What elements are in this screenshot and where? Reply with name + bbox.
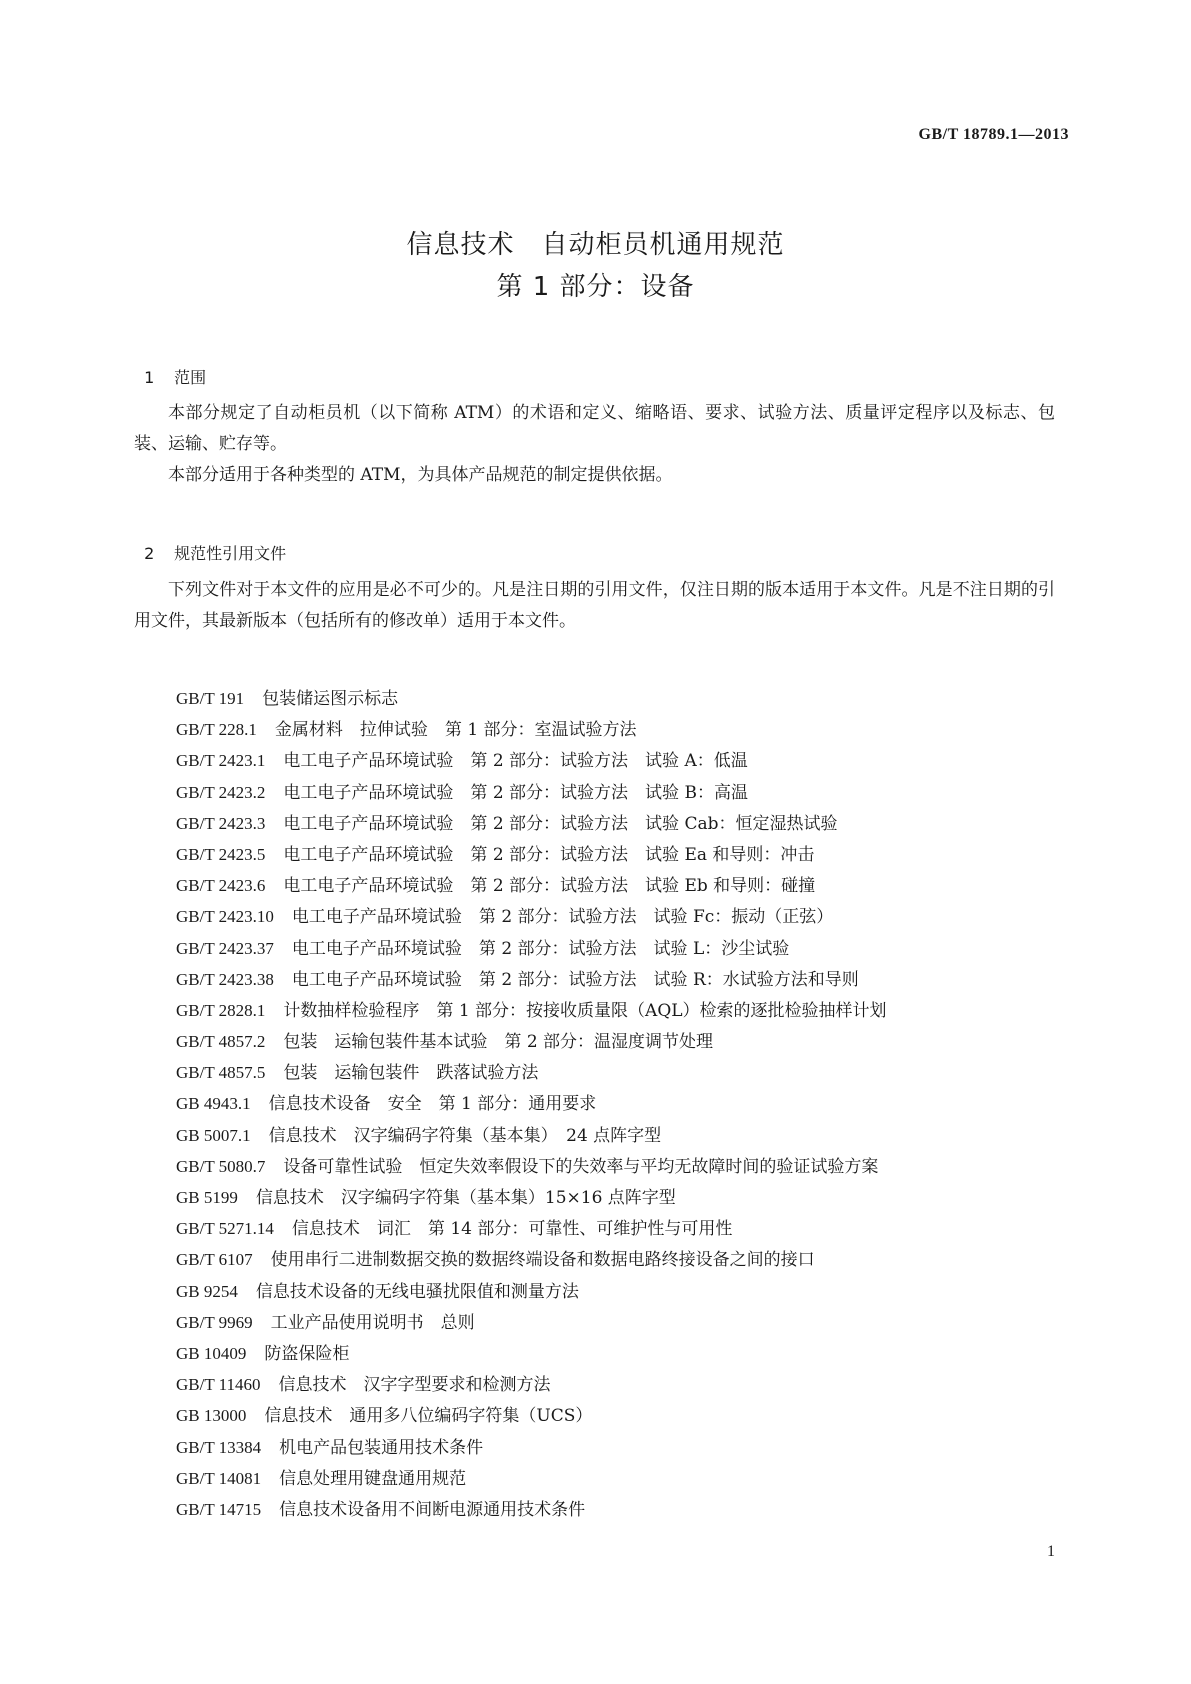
reference-code: GB/T 2423.5 xyxy=(176,844,266,864)
reference-code: GB/T 2423.2 xyxy=(176,782,266,802)
reference-code: GB 5199 xyxy=(176,1188,238,1207)
section-heading-scope xyxy=(134,346,206,388)
title-line-2: 第 1 部分：设备 xyxy=(496,272,695,302)
section-number: 1 xyxy=(144,368,155,387)
reference-code: GB/T 2423.6 xyxy=(176,876,266,896)
reference-code: GB 10409 xyxy=(176,1343,247,1363)
reference-item xyxy=(176,683,887,714)
reference-title: 电工电子产品环境试验 第 2 部分：试验方法 试验 B：高温 xyxy=(283,782,748,803)
reference-item xyxy=(176,1307,887,1338)
reference-code: GB/T 11460 xyxy=(176,1375,261,1395)
reference-item xyxy=(176,964,887,995)
reference-item xyxy=(176,714,887,745)
reference-item xyxy=(176,1088,887,1119)
reference-item xyxy=(176,1400,887,1431)
reference-list xyxy=(176,683,887,1525)
reference-title: 电工电子产品环境试验 第 2 部分：试验方法 试验 L：沙尘试验 xyxy=(291,938,790,959)
reference-item xyxy=(176,1120,887,1151)
reference-item xyxy=(176,777,887,808)
reference-code: GB 4943.1 xyxy=(176,1094,251,1114)
reference-code: GB/T 191 xyxy=(176,689,245,708)
reference-code: GB/T 5271.14 xyxy=(176,1219,274,1239)
reference-code: GB/T 4857.2 xyxy=(176,1032,266,1052)
reference-title: 信息技术 词汇 第 14 部分：可靠性、可维护性与可用性 xyxy=(291,1219,733,1240)
reference-title: 电工电子产品环境试验 第 2 部分：试验方法 试验 R：水试验方法和导则 xyxy=(291,969,859,990)
reference-title: 信息技术 汉字字型要求和检测方法 xyxy=(278,1375,551,1396)
reference-item xyxy=(176,1432,887,1463)
reference-title: 信息处理用键盘通用规范 xyxy=(279,1468,467,1489)
reference-title: 工业产品使用说明书 总则 xyxy=(270,1312,475,1333)
reference-code: GB/T 6107 xyxy=(176,1250,253,1270)
title-line-1: 信息技术 自动柜员机通用规范 xyxy=(406,230,785,260)
reference-code: GB/T 13384 xyxy=(176,1437,262,1457)
reference-title: 设备可靠性试验 恒定失效率假设下的失效率与平均无故障时间的验证试验方案 xyxy=(283,1156,879,1177)
page-number: 1 xyxy=(1047,1543,1055,1560)
reference-item xyxy=(176,1182,887,1213)
reference-item xyxy=(176,1151,887,1182)
reference-title: 使用串行二进制数据交换的数据终端设备和数据电路终接设备之间的接口 xyxy=(270,1250,815,1271)
reference-title: 包装 运输包装件 跌落试验方法 xyxy=(283,1063,539,1084)
reference-item xyxy=(176,1276,887,1307)
scope-paragraph-1: 本部分规定了自动柜员机（以下简称 ATM）的术语和定义、缩略语、要求、试验方法、质量评定程序以及标志、包装、运输、贮存等。 xyxy=(134,403,1055,454)
section-title: 范围 xyxy=(174,368,207,387)
reference-title: 信息技术 汉字编码字符集（基本集） 24 点阵字型 xyxy=(268,1125,662,1146)
reference-code: GB/T 2423.10 xyxy=(176,907,274,927)
reference-code: GB/T 228.1 xyxy=(176,720,257,740)
reference-code: GB/T 9969 xyxy=(176,1312,253,1332)
reference-title: 电工电子产品环境试验 第 2 部分：试验方法 试验 Fc：振动（正弦） xyxy=(291,907,834,928)
reference-title: 电工电子产品环境试验 第 2 部分：试验方法 试验 Cab：恒定湿热试验 xyxy=(283,813,838,834)
scope-paragraph-2: 本部分适用于各种类型的 ATM，为具体产品规范的制定提供依据。 xyxy=(168,465,673,485)
reference-title: 信息技术设备的无线电骚扰限值和测量方法 xyxy=(255,1281,579,1302)
document-title xyxy=(0,224,1191,308)
reference-code: GB/T 2828.1 xyxy=(176,1000,266,1020)
reference-title: 包装 运输包装件基本试验 第 2 部分：温湿度调节处理 xyxy=(283,1032,714,1053)
reference-title: 计数抽样检验程序 第 1 部分：按接收质量限（AQL）检索的逐批检验抽样计划 xyxy=(283,1000,887,1021)
section-number: 2 xyxy=(144,544,155,563)
reference-item xyxy=(176,901,887,932)
reference-item xyxy=(176,1244,887,1275)
reference-title: 信息技术设备用不间断电源通用技术条件 xyxy=(279,1499,586,1520)
reference-title: 包装储运图示标志 xyxy=(262,689,399,709)
reference-item xyxy=(176,933,887,964)
reference-item xyxy=(176,839,887,870)
section-heading-normative-refs xyxy=(134,522,286,564)
reference-item xyxy=(176,1338,887,1369)
reference-title: 金属材料 拉伸试验 第 1 部分：室温试验方法 xyxy=(274,720,637,741)
reference-item xyxy=(176,1026,887,1057)
reference-item xyxy=(176,808,887,839)
reference-code: GB/T 2423.37 xyxy=(176,938,274,958)
reference-code: GB 5007.1 xyxy=(176,1125,251,1145)
reference-item xyxy=(176,1213,887,1244)
reference-item xyxy=(176,1057,887,1088)
reference-title: 电工电子产品环境试验 第 2 部分：试验方法 试验 Eb 和导则：碰撞 xyxy=(283,876,816,897)
reference-item xyxy=(176,1463,887,1494)
reference-code: GB 9254 xyxy=(176,1281,238,1301)
reference-item xyxy=(176,870,887,901)
reference-code: GB/T 5080.7 xyxy=(176,1156,266,1176)
reference-item xyxy=(176,995,887,1026)
reference-code: GB/T 14715 xyxy=(176,1499,262,1519)
reference-code: GB/T 4857.5 xyxy=(176,1063,266,1083)
reference-title: 电工电子产品环境试验 第 2 部分：试验方法 试验 Ea 和导则：冲击 xyxy=(283,844,815,865)
reference-title: 防盗保险柜 xyxy=(264,1343,350,1364)
reference-title: 信息技术 通用多八位编码字符集（UCS） xyxy=(264,1406,593,1427)
reference-code: GB/T 2423.38 xyxy=(176,969,274,989)
section-title: 规范性引用文件 xyxy=(174,544,287,563)
reference-code: GB/T 2423.3 xyxy=(176,813,266,833)
reference-code: GB 13000 xyxy=(176,1406,247,1426)
reference-title: 电工电子产品环境试验 第 2 部分：试验方法 试验 A：低温 xyxy=(283,751,748,772)
reference-title: 信息技术 汉字编码字符集（基本集）15×16 点阵字型 xyxy=(255,1188,676,1208)
standard-code: GB/T 18789.1—2013 xyxy=(918,126,1069,143)
reference-title: 机电产品包装通用技术条件 xyxy=(279,1437,484,1458)
reference-item xyxy=(176,1369,887,1400)
reference-code: GB/T 2423.1 xyxy=(176,751,266,771)
reference-item xyxy=(176,1494,887,1525)
normative-refs-intro: 下列文件对于本文件的应用是必不可少的。凡是注日期的引用文件，仅注日期的版本适用于本文件。凡是不注日期的引用文件，其最新版本（包括所有的修改单）适用于本文件。 xyxy=(134,580,1055,631)
reference-item xyxy=(176,745,887,776)
reference-title: 信息技术设备 安全 第 1 部分：通用要求 xyxy=(268,1094,597,1115)
reference-code: GB/T 14081 xyxy=(176,1468,262,1488)
